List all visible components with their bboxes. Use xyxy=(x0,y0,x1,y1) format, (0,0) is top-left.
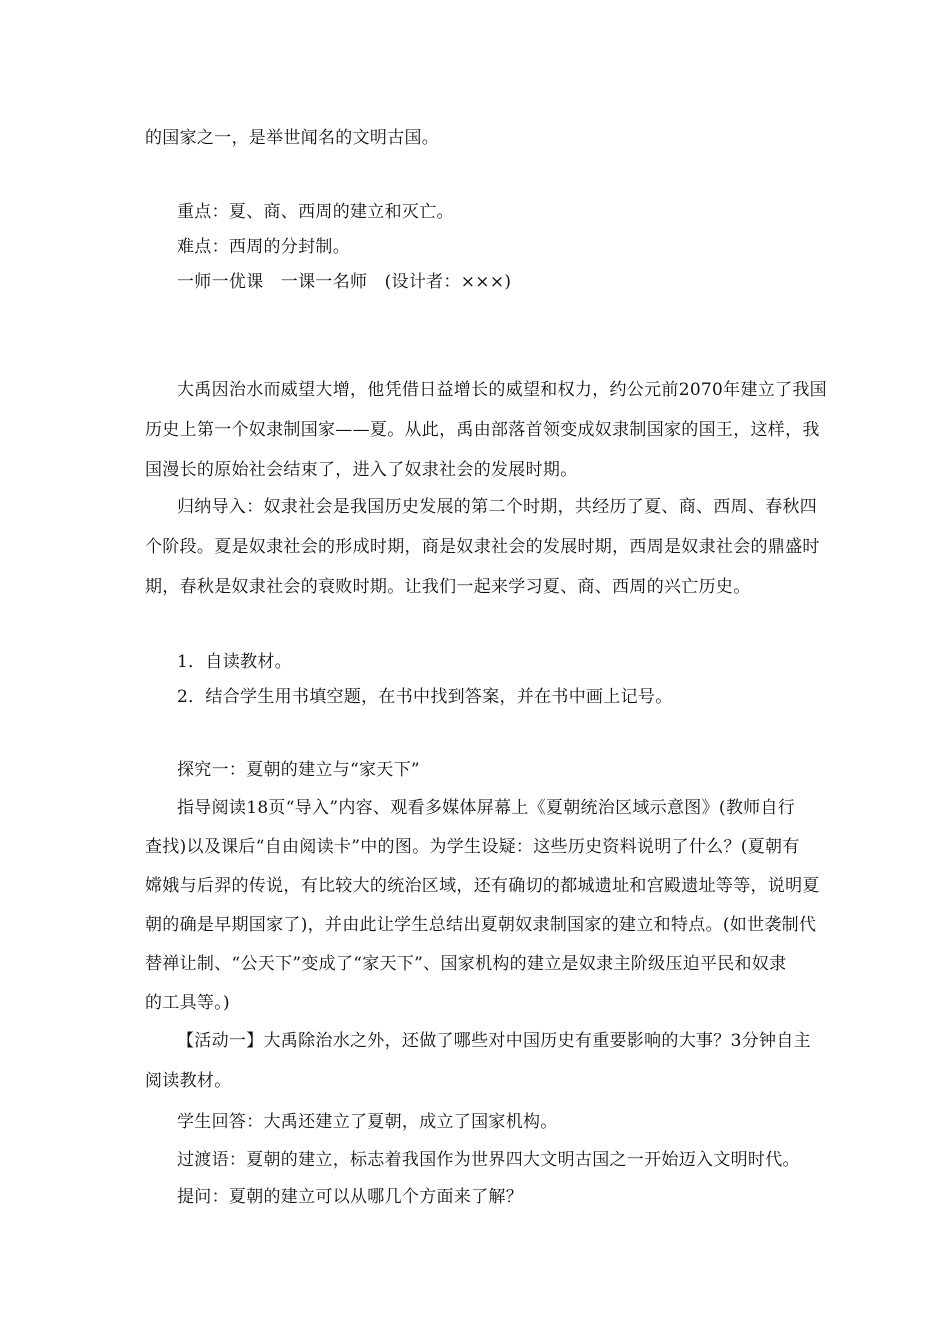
difficult-point-line: 难点：西周的分封制。 xyxy=(177,237,350,257)
key-point-line: 重点：夏、商、西周的建立和灭亡。 xyxy=(177,202,454,222)
intro-paragraph-line-2: 历史上第一个奴隶制国家——夏。从此，禹由部落首领变成奴隶制国家的国王，这样，我 xyxy=(145,420,820,440)
summary-paragraph-line-1: 归纳导入：奴隶社会是我国历史发展的第二个时期，共经历了夏、商、西周、春秋四 xyxy=(177,497,818,517)
exploration-heading: 探究一：夏朝的建立与“家天下” xyxy=(177,760,420,780)
guidance-paragraph-line-4: 朝的确是早期国家了)，并由此让学生总结出夏朝奴隶制国家的建立和特点。(如世袭制代 xyxy=(145,915,817,935)
summary-paragraph-line-2: 个阶段。夏是奴隶社会的形成时期，商是奴隶社会的发展时期，西周是奴隶社会的鼎盛时 xyxy=(145,537,820,557)
summary-paragraph-line-3: 期，春秋是奴隶社会的衰败时期。让我们一起来学习夏、商、西周的兴亡历史。 xyxy=(145,577,751,597)
intro-paragraph-line-1: 大禹因治水而威望大增，他凭借日益增长的威望和权力，约公元前2070年建立了我国 xyxy=(177,380,827,400)
guidance-paragraph-line-1: 指导阅读18页“导入”内容、观看多媒体屏幕上《夏朝统治区域示意图》(教师自行 xyxy=(177,798,796,818)
activity-one-line-2: 阅读教材。 xyxy=(145,1071,232,1091)
guidance-paragraph-line-6: 的工具等。) xyxy=(145,993,230,1013)
transition-line: 过渡语：夏朝的建立，标志着我国作为世界四大文明古国之一开始迈入文明时代。 xyxy=(177,1150,800,1170)
intro-paragraph-line-3: 国漫长的原始社会结束了，进入了奴隶社会的发展时期。 xyxy=(145,460,578,480)
guidance-paragraph-line-2: 查找)以及课后“自由阅读卡”中的图。为学生设疑：这些历史资料说明了什么？(夏朝有 xyxy=(145,837,800,857)
question-line: 提问：夏朝的建立可以从哪几个方面来了解？ xyxy=(177,1187,523,1207)
designer-line: 一师一优课 一课一名师 (设计者：×××) xyxy=(177,272,512,292)
student-answer-line: 学生回答：大禹还建立了夏朝，成立了国家机构。 xyxy=(177,1112,558,1132)
text-line-continuation: 的国家之一，是举世闻名的文明古国。 xyxy=(145,128,440,148)
guidance-paragraph-line-3: 嫦娥与后羿的传说，有比较大的统治区域，还有确切的都城遗址和宫殿遗址等等，说明夏 xyxy=(145,876,820,896)
task-item-1: 1．自读教材。 xyxy=(177,652,292,672)
guidance-paragraph-line-5: 替禅让制、“公天下”变成了“家天下”、国家机构的建立是奴隶主阶级压迫平民和奴隶 xyxy=(145,954,787,974)
activity-one-line-1: 【活动一】大禹除治水之外，还做了哪些对中国历史有重要影响的大事？3分钟自主 xyxy=(177,1031,811,1051)
task-item-2: 2．结合学生用书填空题，在书中找到答案，并在书中画上记号。 xyxy=(177,687,673,707)
